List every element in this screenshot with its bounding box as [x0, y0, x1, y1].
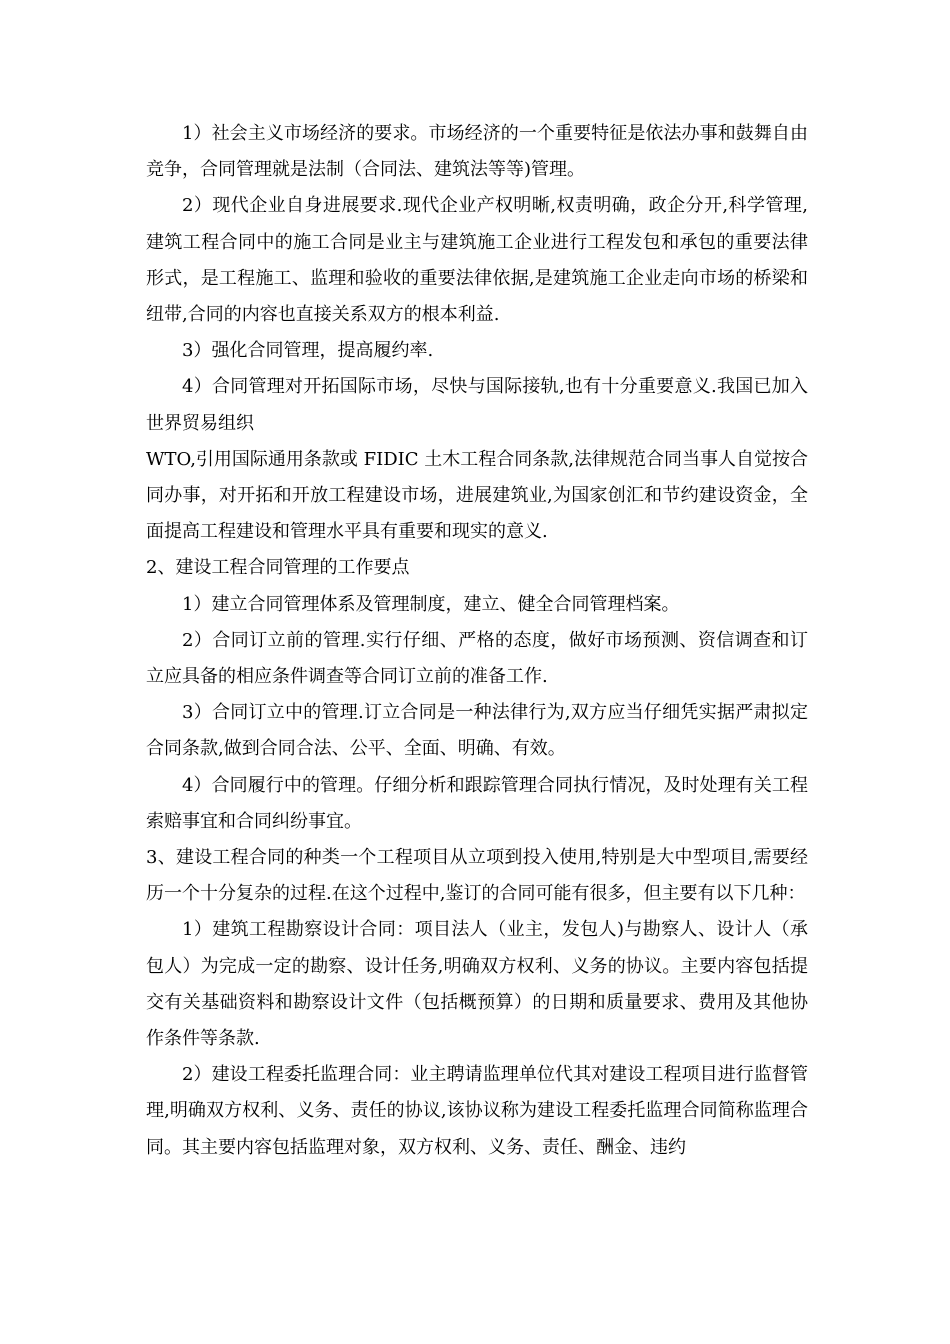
paragraph: 3）合同订立中的管理.订立合同是一种法律行为,双方应当仔细凭实据严肃拟定合同条款,做到合同合法、公平、全面、明确、有效。 — [146, 702, 808, 760]
paragraph: 2）建设工程委托监理合同：业主聘请监理单位代其对建设工程项目进行监督管理,明确双方权利、义务、责任的协议,该协议称为建设工程委托监理合同简称监理合同。其主要内容包括监理对象，双方权利、义务、责任、酬金、违约 — [146, 1064, 808, 1158]
paragraph: 1）社会主义市场经济的要求。市场经济的一个重要特征是依法办事和鼓舞自由竞争，合同管理就是法制（合同法、建筑法等等)管理。 — [146, 123, 808, 181]
paragraph: 3、建设工程合同的种类一个工程项目从立项到投入使用,特别是大中型项目,需要经历一个十分复杂的过程.在这个过程中,鉴订的合同可能有很多，但主要有以下几种： — [146, 847, 808, 905]
paragraph: 2）合同订立前的管理.实行仔细、严格的态度，做好市场预测、资信调查和订立应具备的相应条件调查等合同订立前的准备工作. — [146, 629, 808, 688]
paragraph: WTO,引用国际通用条款或 FIDIC 土木工程合同条款,法律规范合同当事人自觉按合同办事，对开拓和开放工程建设市场，进展建筑业,为国家创汇和节约建设资金，全面提高工程建设和管理水平具有重要和现实的意义. — [146, 448, 809, 543]
paragraph: 4）合同履行中的管理。仔细分析和跟踪管理合同执行情况，及时处理有关工程索赔事宜和合同纠纷事宜。 — [146, 774, 808, 832]
paragraph: 1）建立合同管理体系及管理制度，建立、健全合同管理档案。 — [182, 593, 680, 615]
document-body — [146, 116, 808, 1166]
section-heading: 2、建设工程合同管理的工作要点 — [146, 557, 410, 579]
paragraph: 1）建筑工程勘察设计合同：项目法人（业主，发包人)与勘察人、设计人（承包人）为完成一定的勘察、设计任务,明确双方权利、义务的协议。主要内容包括提交有关基础资料和勘察设计文件（包括概预算）的日期和质量要求、费用及其他协作条件等条款. — [146, 919, 808, 1050]
paragraph: 2）现代企业自身进展要求.现代企业产权明晰,权责明确，政企分开,科学管理,建筑工程合同中的施工合同是业主与建筑施工企业进行工程发包和承包的重要法律形式，是工程施工、监理和验收的重要法律依据,是建筑施工企业走向市场的桥梁和纽带,合同的内容也直接关系双方的根本利益. — [146, 195, 808, 326]
paragraph: 3）强化合同管理，提高履约率. — [182, 340, 434, 362]
paragraph: 4）合同管理对开拓国际市场，尽快与国际接轨,也有十分重要意义.我国已加入世界贸易组织 — [146, 376, 808, 434]
